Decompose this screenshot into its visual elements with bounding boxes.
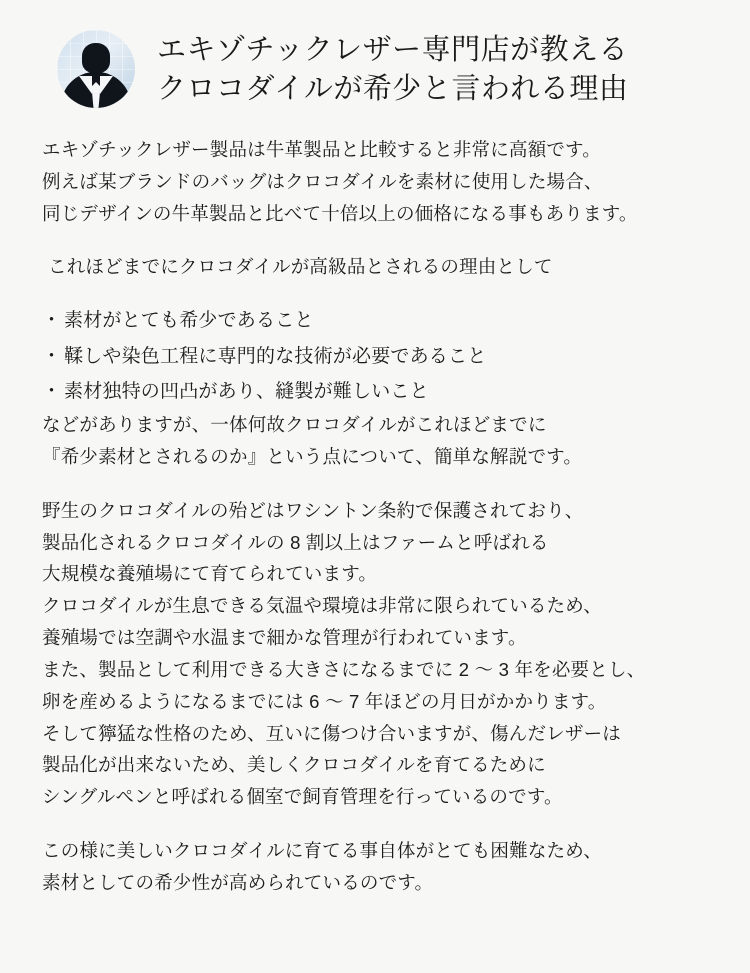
paragraph-main-body bbox=[42, 495, 710, 813]
paragraph-line: 同じデザインの牛革製品と比べて十倍以上の価格になる事もあります。 bbox=[42, 202, 638, 224]
paragraph-line: エキゾチックレザー製品は牛革製品と比較すると非常に高額です。 bbox=[42, 139, 601, 160]
paragraph-line: そして獰猛な性格のため、互いに傷つけ合いますが、傷んだレザーは bbox=[42, 722, 621, 744]
list-item-label: 素材独特の凹凸があり、縫製が難しいこと bbox=[64, 380, 429, 402]
avatar-head-shape bbox=[82, 43, 110, 73]
paragraph-line: 野生のクロコダイルの殆どはワシントン条約で保護されており、 bbox=[42, 499, 584, 521]
bullet-marker-icon: ・ bbox=[42, 310, 62, 332]
paragraph-conclusion bbox=[42, 835, 710, 899]
list-item bbox=[42, 303, 710, 338]
paragraph-line: 製品化されるクロコダイルの 8 割以上はファームと呼ばれる bbox=[42, 531, 549, 553]
paragraph-line: 卵を産めるようになるまでには 6 ～ 7 年ほどの月日がかかります。 bbox=[42, 690, 607, 712]
paragraph-lead-in bbox=[42, 251, 710, 283]
paragraph-line: これほどまでにクロコダイルが高級品とされるの理由として bbox=[48, 256, 553, 278]
list-item bbox=[42, 374, 710, 409]
article-header bbox=[0, 0, 750, 108]
list-item bbox=[42, 339, 710, 374]
list-item-label: 鞣しや染色工程に専門的な技術が必要であること bbox=[64, 345, 487, 367]
list-item-label: 素材がとても希少であること bbox=[64, 310, 314, 332]
paragraph-line: 大規模な養殖場にて育てられています。 bbox=[42, 563, 378, 585]
paragraph-line: この様に美しいクロコダイルに育てる事自体がとても困難なため、 bbox=[42, 839, 602, 861]
paragraph-line: などがありますが、一体何故クロコダイルがこれほどまでに bbox=[42, 414, 547, 436]
paragraph-line: 養殖場では空調や水温まで細かな管理が行われています。 bbox=[42, 627, 527, 649]
article-body bbox=[0, 108, 750, 899]
page-title-line-2: クロコダイルが希少と言われる理由 bbox=[157, 71, 629, 105]
paragraph-line: 例えば某ブランドのバッグはクロコダイルを素材に使用した場合、 bbox=[42, 170, 603, 192]
page-title bbox=[157, 30, 628, 108]
paragraph-line: また、製品として利用できる大きさになるまでに 2 ～ 3 年を必要とし、 bbox=[42, 658, 646, 680]
paragraph-line: クロコダイルが生息できる気温や環境は非常に限られているため、 bbox=[42, 595, 602, 617]
reason-list bbox=[42, 303, 710, 409]
businessman-silhouette-avatar-icon bbox=[57, 30, 135, 108]
paragraph-line: 『希少素材とされるのか』という点について、簡単な解説です。 bbox=[42, 446, 583, 468]
paragraph-line: シングルペンと呼ばれる個室で飼育管理を行っているのです。 bbox=[42, 786, 563, 808]
paragraph-after-bullets bbox=[42, 409, 710, 473]
page-title-line-1: エキゾチックレザー専門店が教える bbox=[157, 32, 629, 67]
paragraph-line: 製品化が出来ないため、美しくクロコダイルを育てるために bbox=[42, 754, 546, 776]
paragraph-intro bbox=[42, 134, 710, 229]
bullet-marker-icon: ・ bbox=[42, 345, 62, 367]
paragraph-line: 素材としての希少性が高められているのです。 bbox=[42, 871, 434, 893]
bullet-marker-icon: ・ bbox=[42, 380, 62, 402]
